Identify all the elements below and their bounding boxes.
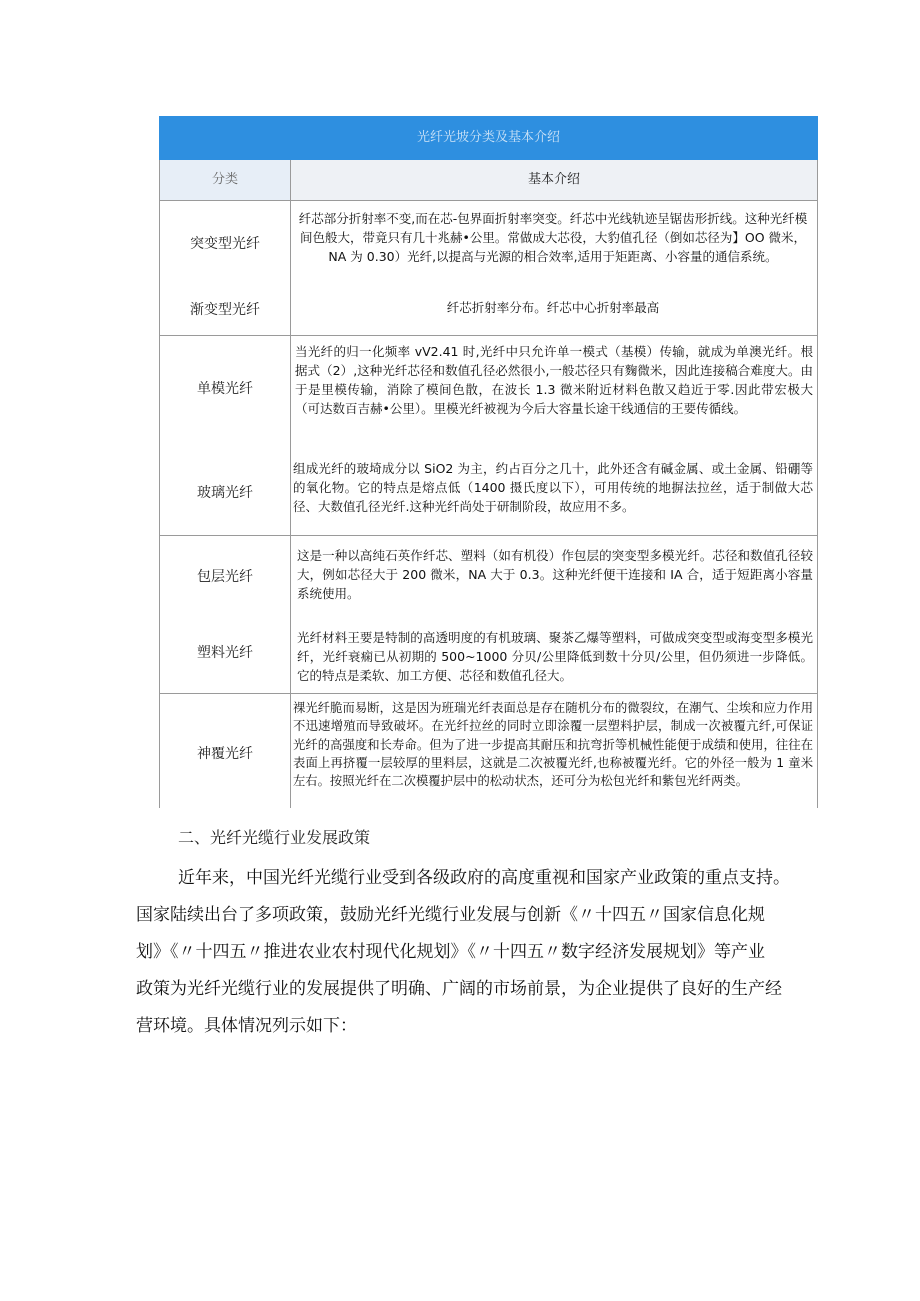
description-cell: 组成光纤的玻埼成分以 SiO2 为主，约占百分之几十，此外还含有碱金属、或土金属、铅硼等的氧化物。它的特点是熔点低（1400 摄氏度以下），可用传统的地摒法拉丝，适于制做大芯径、大数值孔径光纤.这种光纤尚处于研制阶段，故应用不多。	[293, 461, 813, 514]
table-row-group	[159, 694, 818, 808]
section-heading: 二、光纤光缆行业发展政策	[178, 828, 371, 847]
description-cell: 纤芯部分折射率不变,而在芯-包界面折射率突变。纤芯中光线轨迹呈锯齿形折线。这种光纤模间色般大，带竟只有几十兆赫•公里。常做成大芯役，大豹值孔径（倒如芯径为】OO 微米，NA 为 0.30）光纤,以提高与光源的相合效率,适用于矩距离、小容量的通信系统。	[298, 211, 808, 264]
description-cell: 光纤材料王要是特制的高透明度的有机玻璃、聚茶乙爆等塑料，可做成突变型或海变型多模光纤，光纤衰痫已从初期的 500~1000 分贝/公里降低到数十分贝/公里，但仍须进一步降低。它的特点是柔软、加工方便、芯径和数值孔径大。	[297, 630, 813, 683]
table-title: 光纤光坡分类及基本介绍	[159, 116, 818, 160]
paragraph-line: 国家陆续出台了多项政策，鼓励光纤光缆行业发展与创新《〃十四五〃国家信息化规	[136, 905, 765, 925]
paragraph-line: 营环境。具体情况列示如下：	[136, 1016, 357, 1036]
category-cell: 神覆光纤	[197, 746, 253, 762]
header-category: 分类	[160, 160, 291, 200]
header-description: 基本介绍	[291, 160, 817, 200]
category-cell: 渐变型光纤	[190, 302, 260, 318]
table-header-row	[159, 160, 818, 201]
paragraph-line: 划》《〃十四五〃推进农业农村现代化规划》《〃十四五〃数字经济发展规划》等产业	[136, 942, 765, 962]
description-cell: 纤芯折射率分布。纤芯中心折射率最高	[446, 300, 660, 315]
table-row-group	[159, 536, 818, 694]
category-cell: 突变型光纤	[190, 236, 260, 252]
category-cell: 塑料光纤	[197, 645, 253, 661]
category-cell: 单模光纤	[197, 381, 253, 397]
description-cell: 当光纤的归一化频率 vV2.41 时,光纤中只允许单一模式（基模）传输，就成为单澳光纤。根据式（2）,这种光纤芯径和数值孔径必然很小,一般芯径只有麴微米，因此连接稿合难度大。由于是里模传输，消除了模间色散，在波长 1.3 微米附近材料色散又趋近于零.因此带宏极大（可达数百吉赫•公里）。里模光纤被视为今后大容量长途干线通信的王要传循线。	[295, 344, 813, 416]
paragraph-line: 政策为光纤光缆行业的发展提供了明确、广阔的市场前景，为企业提供了良好的生产经	[136, 979, 782, 999]
table-row-group	[159, 336, 818, 536]
paragraph-line: 近年来，中国光纤光缆行业受到各级政府的高度重视和国家产业政策的重点支持。	[178, 868, 790, 888]
description-cell: 裸光纤脆而易断，这是因为班瑞光纤表面总是存在随机分布的微裂纹，在潮气、尘埃和应力作用不迅速增殖而导致破坏。在光纤拉丝的同时立即涂覆一层塑料护层，制成一次被覆亢纤,可保证光纤的高强度和长寿命。但为了进一步提高其耐压和抗弯折等机械性能便于成绩和使用，往往在表面上再挤覆一层较厚的里料层，这就是二次被覆光纤,也称被覆光纤。它的外径一般为 1 童米左右。按照光纤在二次模覆护层中的松动状杰，还可分为松包光纤和紫包光纤两类。	[293, 701, 813, 789]
fiber-classification-table	[159, 116, 818, 808]
table-row-group	[159, 201, 818, 336]
description-cell: 这是一种以高纯石英作纤芯、塑料（如有机役）作包层的突变型多模光纤。芯径和数值孔径较大，例如芯径大于 200 微米，NA 大于 0.3。这种光纤便干连接和 IA 合，适于短距离小容量系统使用。	[297, 548, 813, 601]
body-paragraph	[136, 860, 856, 1045]
category-cell: 玻璃光纤	[197, 485, 253, 501]
category-cell: 包层光纤	[197, 569, 253, 585]
